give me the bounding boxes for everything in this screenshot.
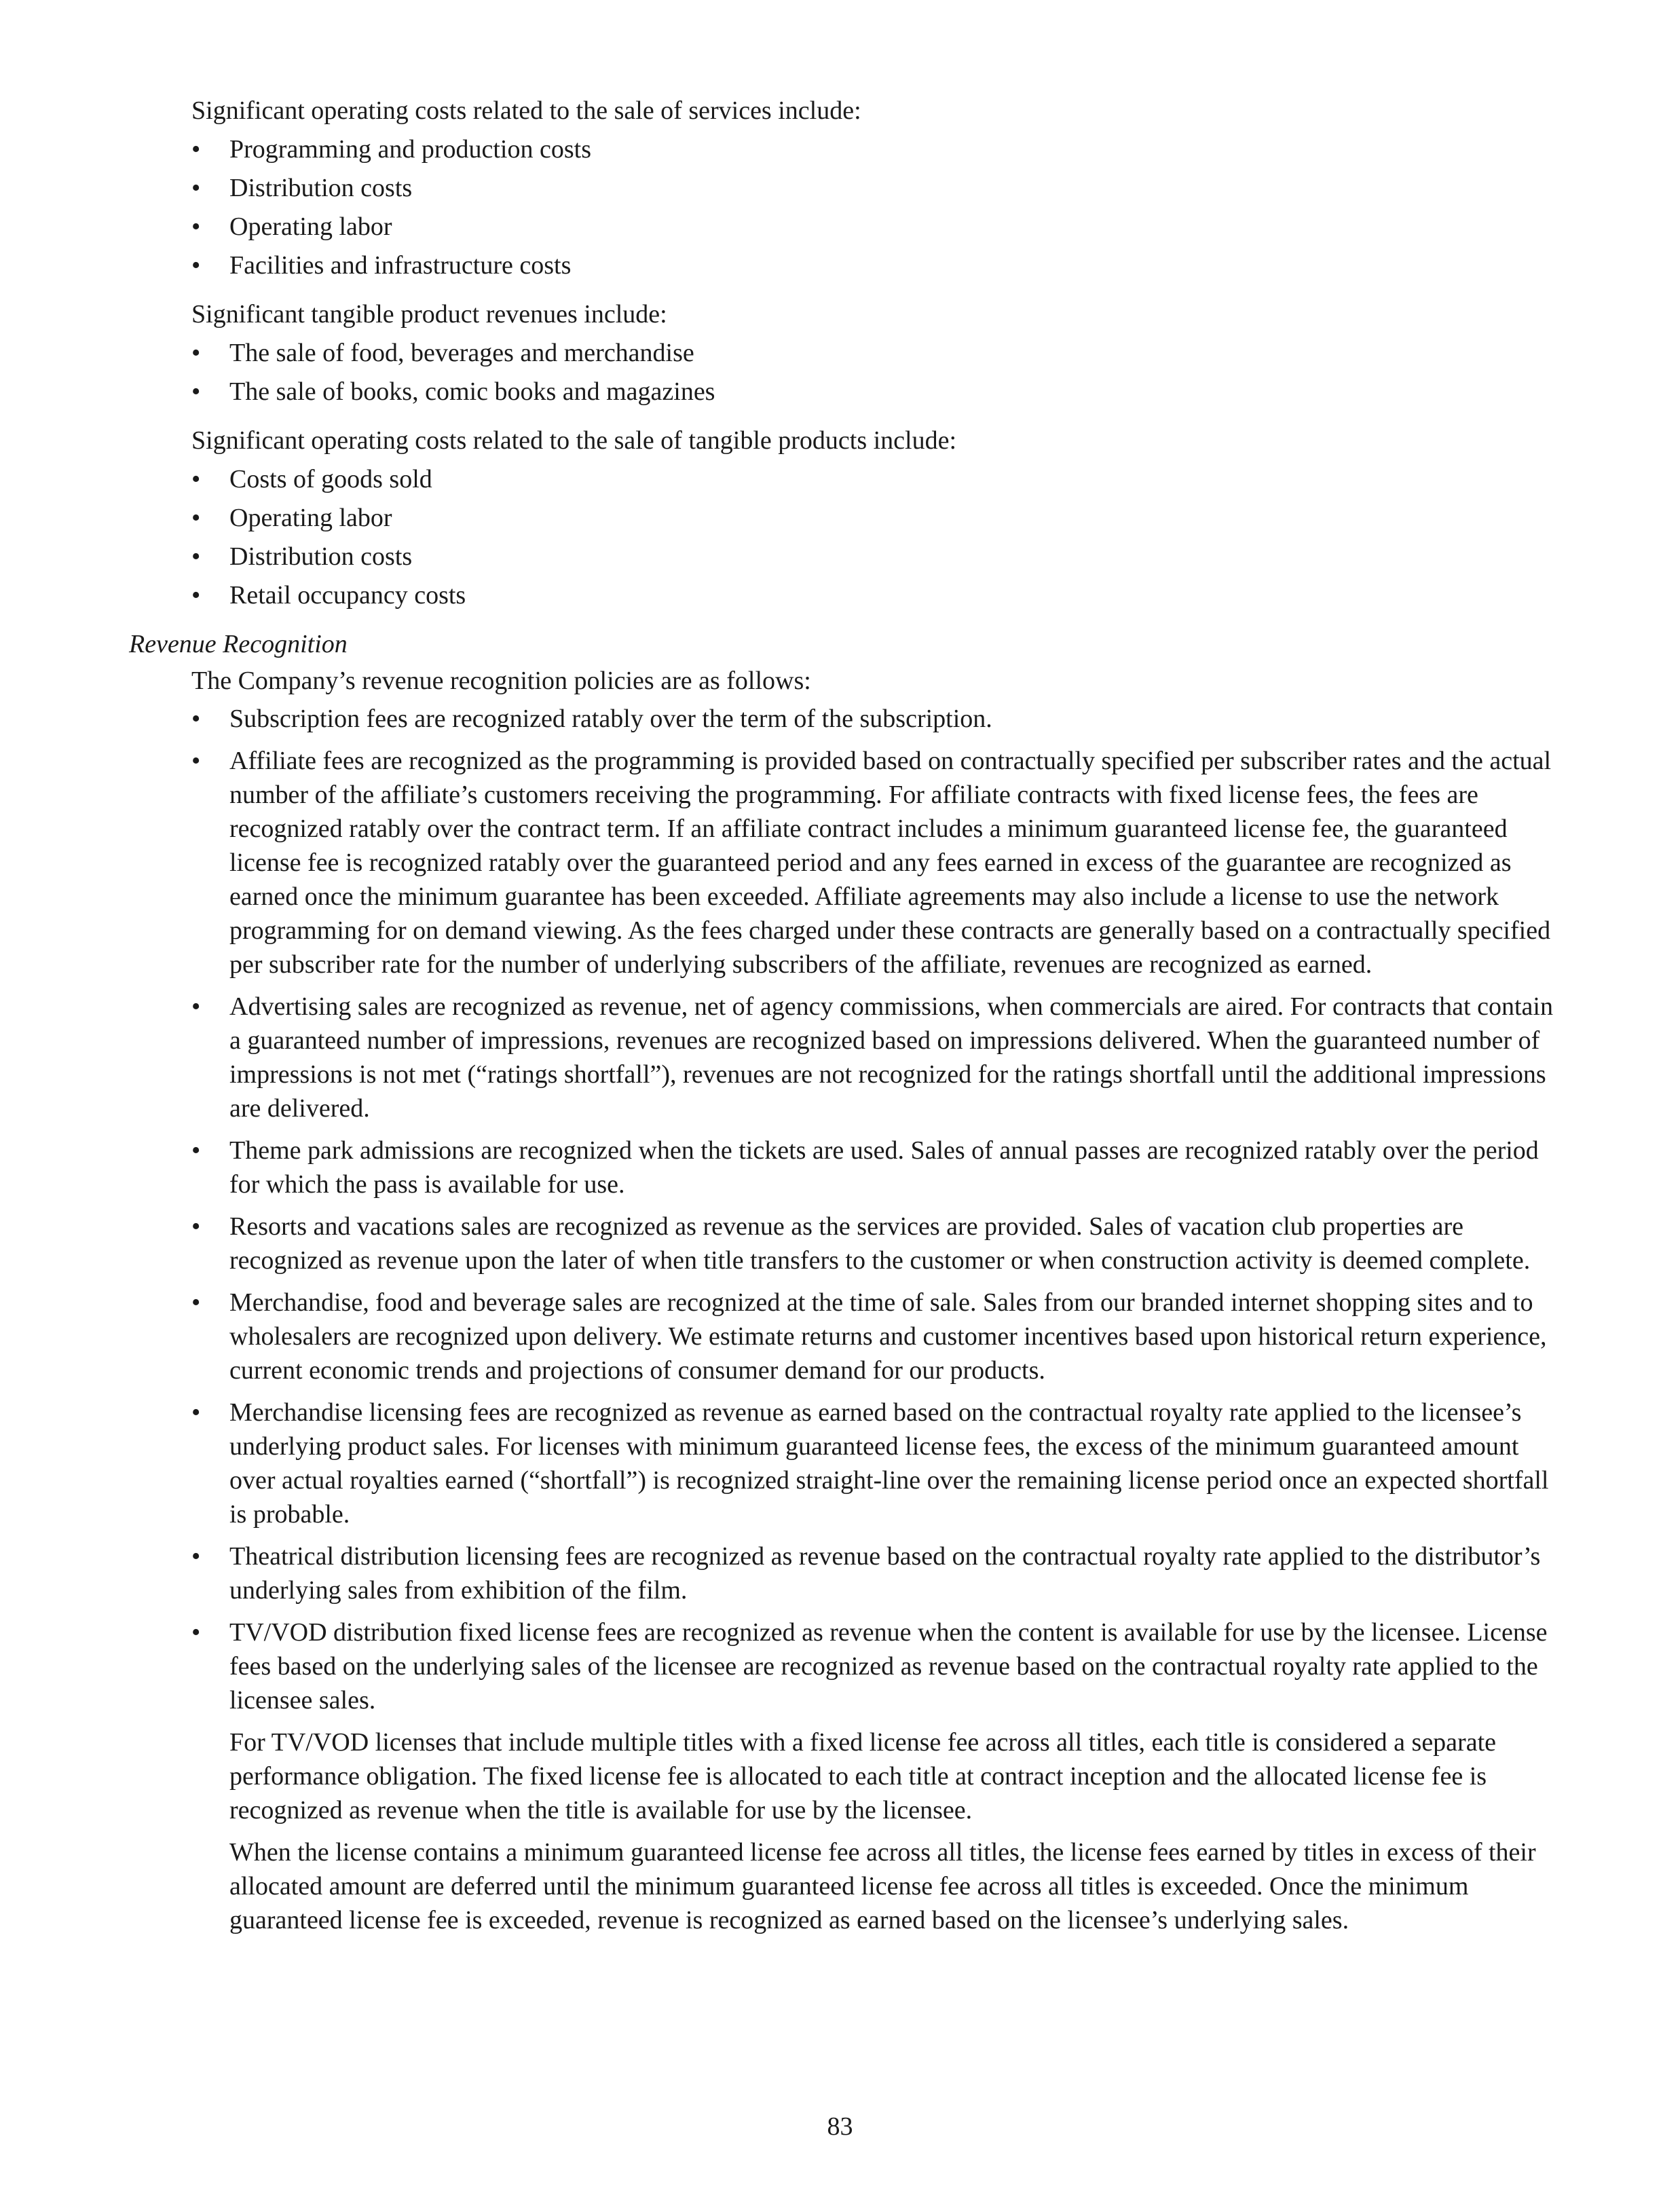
revenue-recognition-section bbox=[129, 627, 1561, 1937]
list-item: • Operating labor bbox=[129, 210, 1561, 244]
list-item: • Operating labor bbox=[129, 501, 1561, 535]
list-item: • Merchandise, food and beverage sales are recognized at the time of sale. Sales from our branded internet shopping sites and to wholesalers are recognized upon delivery. We estimate returns and customer incentives based upon historical return experience, current economic trends and projections of consumer demand for our products. bbox=[129, 1286, 1561, 1387]
list-item: • Advertising sales are recognized as revenue, net of agency commissions, when commercials are aired. For contracts that contain a guaranteed number of impressions, revenues are recognized based on impressions delivered. When the guaranteed number of impressions is not met (“ratings shortfall”), revenues are not recognized for the ratings shortfall until the additional impressions are delivered. bbox=[129, 990, 1561, 1125]
tvod-text: • TV/VOD distribution fixed license fees are recognized as revenue when the content is available for use by the licensee. License fees based on the underlying sales of the licensee are recognized as revenue based on the contractual royalty rate applied to the licensee sales. bbox=[229, 1618, 1548, 1715]
list-item: • Theatrical distribution licensing fees are recognized as revenue based on the contractual royalty rate applied to the distributor’s underlying sales from exhibition of the film. bbox=[129, 1539, 1561, 1607]
list-item: • Facilities and infrastructure costs bbox=[129, 248, 1561, 282]
list-item-tvod bbox=[129, 1615, 1561, 1937]
section-heading: Revenue Recognition bbox=[129, 630, 348, 658]
list-item: • Programming and production costs bbox=[129, 132, 1561, 166]
product-revenues-section bbox=[129, 297, 1561, 409]
product-revenues-list bbox=[129, 336, 1561, 409]
services-costs-intro: Significant operating costs related to the sale of services include: bbox=[191, 96, 861, 125]
services-costs-section bbox=[129, 94, 1561, 282]
product-costs-list bbox=[129, 462, 1561, 612]
product-revenues-intro: Significant tangible product revenues include: bbox=[191, 300, 667, 329]
list-item: • Theme park admissions are recognized when the tickets are used. Sales of annual passes are recognized ratably over the period for which the pass is available for use. bbox=[129, 1134, 1561, 1201]
page-content bbox=[129, 94, 1561, 1945]
page-number: 83 bbox=[827, 2112, 853, 2141]
product-costs-intro: Significant operating costs related to the sale of tangible products include: bbox=[191, 426, 957, 455]
services-costs-list bbox=[129, 132, 1561, 282]
list-item: • Costs of goods sold bbox=[129, 462, 1561, 496]
product-costs-section bbox=[129, 424, 1561, 612]
list-item: • Subscription fees are recognized ratably over the term of the subscription. bbox=[129, 702, 1561, 736]
revenue-recognition-intro: The Company’s revenue recognition policies are as follows: bbox=[191, 667, 811, 695]
list-item: • Retail occupancy costs bbox=[129, 578, 1561, 612]
list-item: • Distribution costs bbox=[129, 171, 1561, 205]
list-item: • The sale of books, comic books and magazines bbox=[129, 375, 1561, 409]
tvod-paragraph-2: When the license contains a minimum guaranteed license fee across all titles, the license fees earned by titles in excess of their allocated amount are deferred until the minimum guaranteed license fee across all titles is exceeded. Once the minimum guaranteed license fee is exceeded, revenue is recognized as earned based on the licensee’s underlying sales. bbox=[229, 1838, 1536, 1934]
list-item: • Merchandise licensing fees are recognized as revenue as earned based on the contractual royalty rate applied to the licensee’s underlying product sales. For licenses with minimum guaranteed license fees, the excess of the minimum guaranteed amount over actual royalties earned (“shortfall”) is recognized straight-line over the remaining license period once an expected shortfall is probable. bbox=[129, 1396, 1561, 1531]
tvod-paragraph-1: For TV/VOD licenses that include multiple titles with a fixed license fee across all titles, each title is considered a separate performance obligation. The fixed license fee is allocated to each title at contract inception and the allocated license fee is recognized as revenue when the title is available for use by the licensee. bbox=[229, 1728, 1496, 1825]
list-item: • Resorts and vacations sales are recognized as revenue as the services are provided. Sales of vacation club properties are recognized as revenue upon the later of when title transfers to the customer or when construction activity is deemed complete. bbox=[129, 1210, 1561, 1277]
list-item: • Distribution costs bbox=[129, 540, 1561, 574]
revenue-policies-list bbox=[129, 702, 1561, 1937]
list-item: • The sale of food, beverages and merchandise bbox=[129, 336, 1561, 370]
list-item: • Affiliate fees are recognized as the programming is provided based on contractually specified per subscriber rates and the actual number of the affiliate’s customers receiving the programming. For affiliate contracts with fixed license fees, the fees are recognized ratably over the contract term. If an affiliate contract includes a minimum guaranteed license fee, the guaranteed license fee is recognized ratably over the guaranteed period and any fees earned in excess of the guarantee are recognized as earned once the minimum guarantee has been exceeded. Affiliate agreements may also include a license to use the network programming for on demand viewing. As the fees charged under these contracts are generally based on a contractually specified per subscriber rate for the number of underlying subscribers of the affiliate, revenues are recognized as earned. bbox=[129, 744, 1561, 981]
